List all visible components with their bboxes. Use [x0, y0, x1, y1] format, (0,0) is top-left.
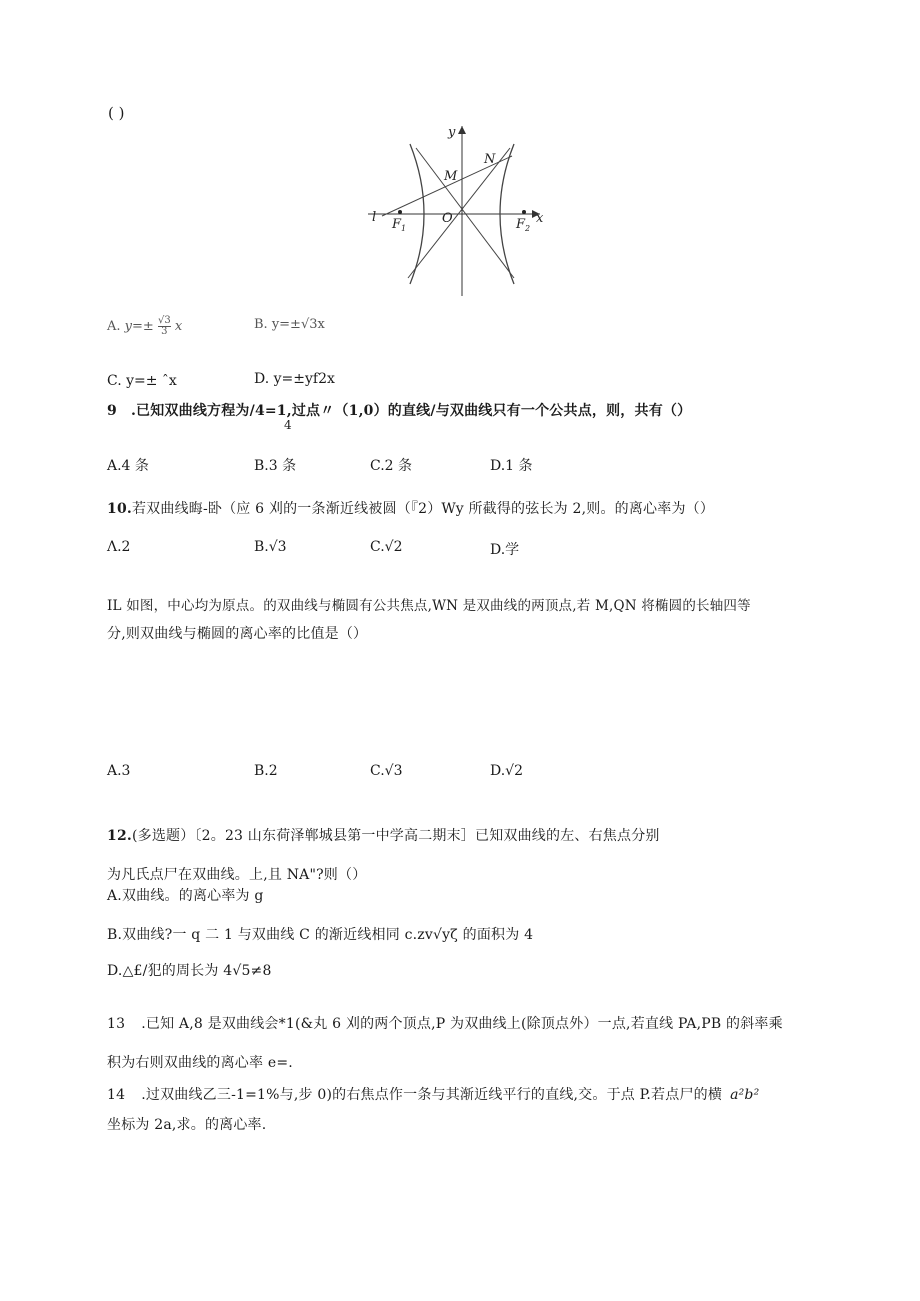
hyperbola-figure: [360, 118, 560, 300]
q10-option-c: C.√2: [370, 539, 403, 555]
q11-option-c: C.√3: [370, 763, 403, 779]
q11-stem-line2: 分,则双曲线与椭圆的离心率的比值是（）: [107, 626, 368, 642]
q14-stem-line1: 14 .过双曲线乙三-1=1%与,步 0)的右焦点作一条与其渐近线平行的直线,交。于点 P.若点尸的横 a²b²: [107, 1087, 760, 1103]
focus-f1: [398, 210, 402, 214]
focus-f2: [522, 210, 526, 214]
q13-stem-line2: 积为右则双曲线的离心率 e=.: [107, 1055, 293, 1071]
n-label: N: [484, 152, 496, 167]
q11-option-b: B.2: [254, 763, 278, 779]
l-label: l: [372, 210, 377, 225]
q9-option-c: C.2 条: [370, 458, 413, 474]
x-label: x: [536, 211, 544, 226]
q9-stem: 9 .已知双曲线方程为/4=1,过点〃（1,0）的直线/与双曲线只有一个公共点，则，共有（）: [107, 403, 692, 419]
asymptote-2: [416, 148, 514, 278]
q8-option-a: A. y=± $\frac{√3}{3}$ x: [107, 315, 183, 337]
q10-option-a: Λ.2: [107, 539, 131, 555]
answer-blank: ( ): [108, 104, 125, 122]
f1-label: $F_1$: [392, 217, 407, 233]
y-axis-arrow: [458, 126, 466, 134]
q10-stem: 10.若双曲线晦-卧（应 6 刈的一条渐近线被圆（『2）Wy 所截得的弦长为 2,则。的离心率为（）: [107, 501, 715, 517]
q12-option-d: D.△£/犯的周长为 4√5≠8: [107, 963, 272, 979]
q12-stem-line2: 为凡氏点尸在双曲线。上,且 NA"?则（）: [107, 867, 367, 883]
q12-option-bc: B.双曲线?一 q 二 1 与双曲线 C 的渐近线相同 c.zv√yζ 的面积为 4: [107, 927, 534, 943]
q11-option-d: D.√2: [490, 763, 524, 779]
q9-option-a: A.4 条: [107, 458, 149, 474]
y-label: y: [448, 125, 456, 140]
q9-subscript: 4: [284, 418, 292, 432]
asymptote-1: [408, 148, 510, 278]
q10-option-d: D.学: [490, 542, 520, 558]
q9-option-d: D.1 条: [490, 458, 533, 474]
q8-option-d: D. y=±yf2x: [254, 371, 335, 387]
q11-option-a: A.3: [107, 763, 131, 779]
f2-label: $F_2$: [516, 217, 531, 233]
q8-option-c: C. y=± ˆx: [107, 373, 177, 389]
q10-option-b: B.√3: [254, 539, 287, 555]
q13-stem-line1: 13 .已知 A,8 是双曲线会*1(&丸 6 刈的两个顶点,P 为双曲线上(除顶点外）一点,若直线 PA,PB 的斜率乘: [107, 1016, 783, 1032]
q8-option-b: B. y=±√3x: [254, 317, 325, 332]
q9-option-b: B.3 条: [254, 458, 297, 474]
q12-option-a: A.双曲线。的离心率为 g: [107, 888, 264, 904]
q11-stem-line1: IL 如图，中心均为原点。的双曲线与椭圆有公共焦点,WN 是双曲线的两顶点,若 M,QN 将椭圆的长轴四等: [107, 598, 751, 614]
q12-stem-line1: 12.(多选题）〔2。23 山东荷泽郸城县第一中学高二期末］已知双曲线的左、右焦点分别: [107, 828, 660, 844]
m-label: M: [444, 169, 458, 184]
o-label: O: [442, 211, 453, 226]
q14-stem-line2: 坐标为 2a,求。的离心率.: [107, 1117, 267, 1133]
